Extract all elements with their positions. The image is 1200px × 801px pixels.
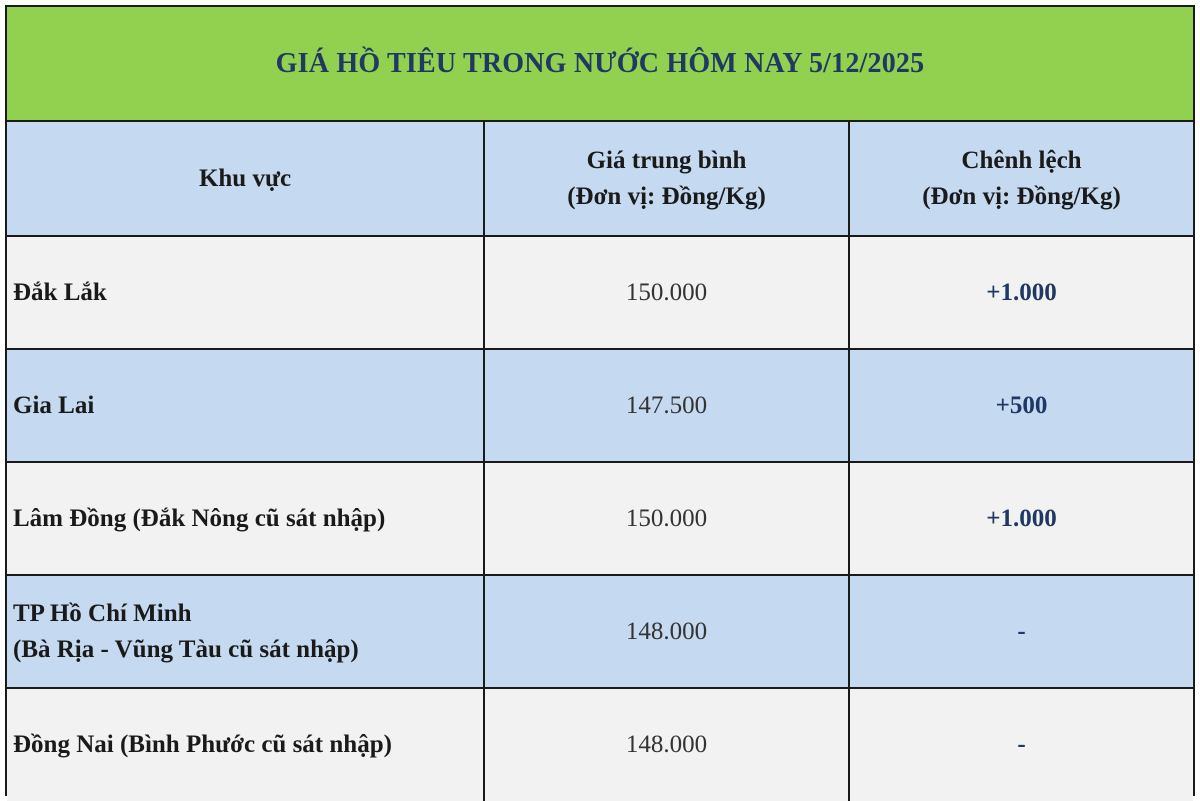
region-note: (Bà Rịa - Vũng Tàu cũ sát nhập) (13, 635, 359, 663)
change-cell: +1.000 (849, 236, 1193, 349)
header-region (7, 122, 484, 236)
price-cell: 150.000 (484, 236, 849, 349)
header-avg-price-label: Giá trung bình (586, 146, 747, 174)
header-avg-price (484, 122, 849, 236)
table-row (7, 349, 1193, 462)
region-name: Đắk Lắk (13, 278, 107, 306)
price-table-container (5, 5, 1195, 796)
price-table (7, 122, 1193, 801)
change-cell: - (849, 688, 1193, 801)
table-row (7, 462, 1193, 575)
region-cell (7, 575, 484, 688)
price-cell: 150.000 (484, 462, 849, 575)
title-bar (7, 7, 1193, 122)
table-title: GIÁ HỒ TIÊU TRONG NƯỚC HÔM NAY 5/12/2025 (275, 47, 925, 79)
header-change-label: Chênh lệch (961, 146, 1082, 174)
header-avg-price-unit: (Đơn vị: Đồng/Kg) (567, 182, 766, 210)
header-change (849, 122, 1193, 236)
table-row (7, 575, 1193, 688)
header-row (7, 122, 1193, 236)
region-cell (7, 236, 484, 349)
region-cell (7, 349, 484, 462)
price-cell: 148.000 (484, 688, 849, 801)
change-cell: +500 (849, 349, 1193, 462)
price-cell: 147.500 (484, 349, 849, 462)
region-name: TP Hồ Chí Minh (13, 599, 192, 627)
region-cell (7, 688, 484, 801)
change-cell: - (849, 575, 1193, 688)
table-row (7, 236, 1193, 349)
change-cell: +1.000 (849, 462, 1193, 575)
region-name: Gia Lai (13, 391, 95, 419)
region-cell (7, 462, 484, 575)
price-cell: 148.000 (484, 575, 849, 688)
region-name: Lâm Đồng (Đắk Nông cũ sát nhập) (13, 504, 386, 532)
table-row (7, 688, 1193, 801)
header-region-label: Khu vực (198, 164, 292, 192)
region-name: Đồng Nai (Bình Phước cũ sát nhập) (13, 731, 392, 758)
header-change-unit: (Đơn vị: Đồng/Kg) (922, 182, 1121, 210)
